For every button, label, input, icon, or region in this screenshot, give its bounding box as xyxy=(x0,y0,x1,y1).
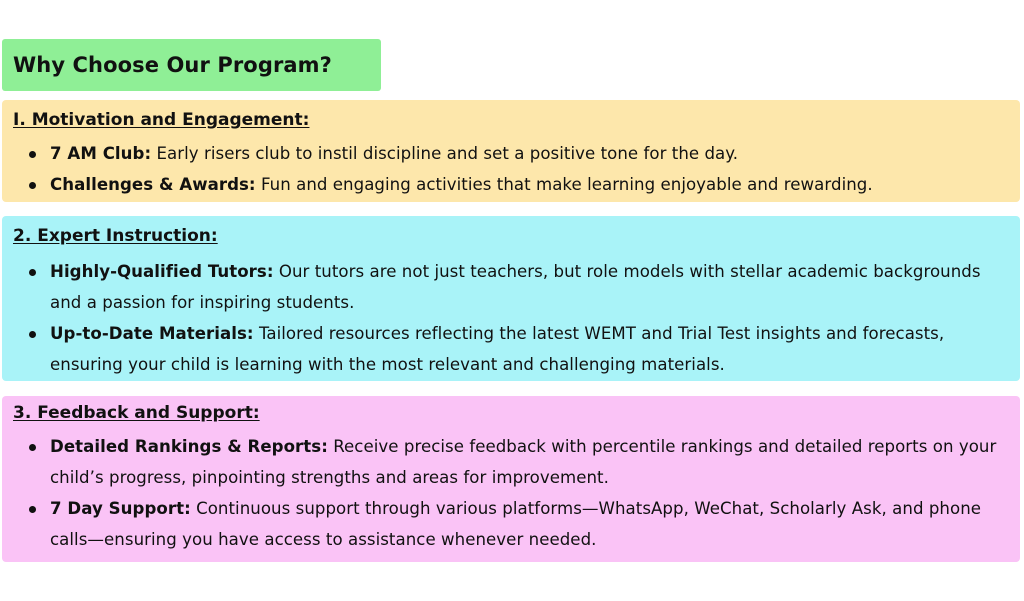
item-term: Challenges & Awards: xyxy=(50,175,256,194)
section-heading: 2. Expert Instruction: xyxy=(13,226,218,246)
list-item xyxy=(23,256,1016,318)
list-item xyxy=(23,493,1016,555)
item-text: Continuous support through various platforms—WhatsApp, WeChat, Scholarly Ask, and phone calls—ensuring you have access to assistance whenever needed. xyxy=(50,499,982,549)
bullet-list xyxy=(23,138,1016,200)
bullet-icon xyxy=(29,182,36,189)
section-heading: 3. Feedback and Support: xyxy=(13,403,260,423)
list-item xyxy=(23,138,1016,169)
item-text: Fun and engaging activities that make learning enjoyable and rewarding. xyxy=(255,175,873,194)
bullet-icon xyxy=(29,151,36,158)
list-item xyxy=(23,318,1016,380)
bullet-icon xyxy=(29,506,36,513)
item-text: Early risers club to instil discipline and set a positive tone for the day. xyxy=(151,144,739,163)
section-motivation xyxy=(2,100,1020,202)
bullet-icon xyxy=(29,444,36,451)
item-term: 7 Day Support: xyxy=(50,499,191,518)
bullet-list xyxy=(23,431,1016,555)
item-text: Receive precise feedback with percentile rankings and detailed reports on your child’s progress, pinpointing strengths and areas for improvement. xyxy=(50,437,997,487)
list-item xyxy=(23,169,1016,200)
item-term: Up-to-Date Materials: xyxy=(50,324,254,343)
title-banner xyxy=(2,39,381,91)
section-heading: I. Motivation and Engagement: xyxy=(13,110,310,130)
page-title: Why Choose Our Program? xyxy=(13,53,332,77)
list-item xyxy=(23,431,1016,493)
item-term: Highly-Qualified Tutors: xyxy=(50,262,274,281)
item-text: Tailored resources reflecting the latest WEMT and Trial Test insights and forecasts, ensuring your child is learning with the most relevant and challenging materials. xyxy=(50,324,945,374)
bullet-icon xyxy=(29,331,36,338)
section-feedback-support xyxy=(2,396,1020,562)
item-text: Our tutors are not just teachers, but role models with stellar academic backgrounds and a passion for inspiring students. xyxy=(50,262,981,312)
bullet-list xyxy=(23,256,1016,380)
item-term: 7 AM Club: xyxy=(50,144,152,163)
item-term: Detailed Rankings & Reports: xyxy=(50,437,328,456)
section-expert-instruction xyxy=(2,216,1020,381)
bullet-icon xyxy=(29,269,36,276)
